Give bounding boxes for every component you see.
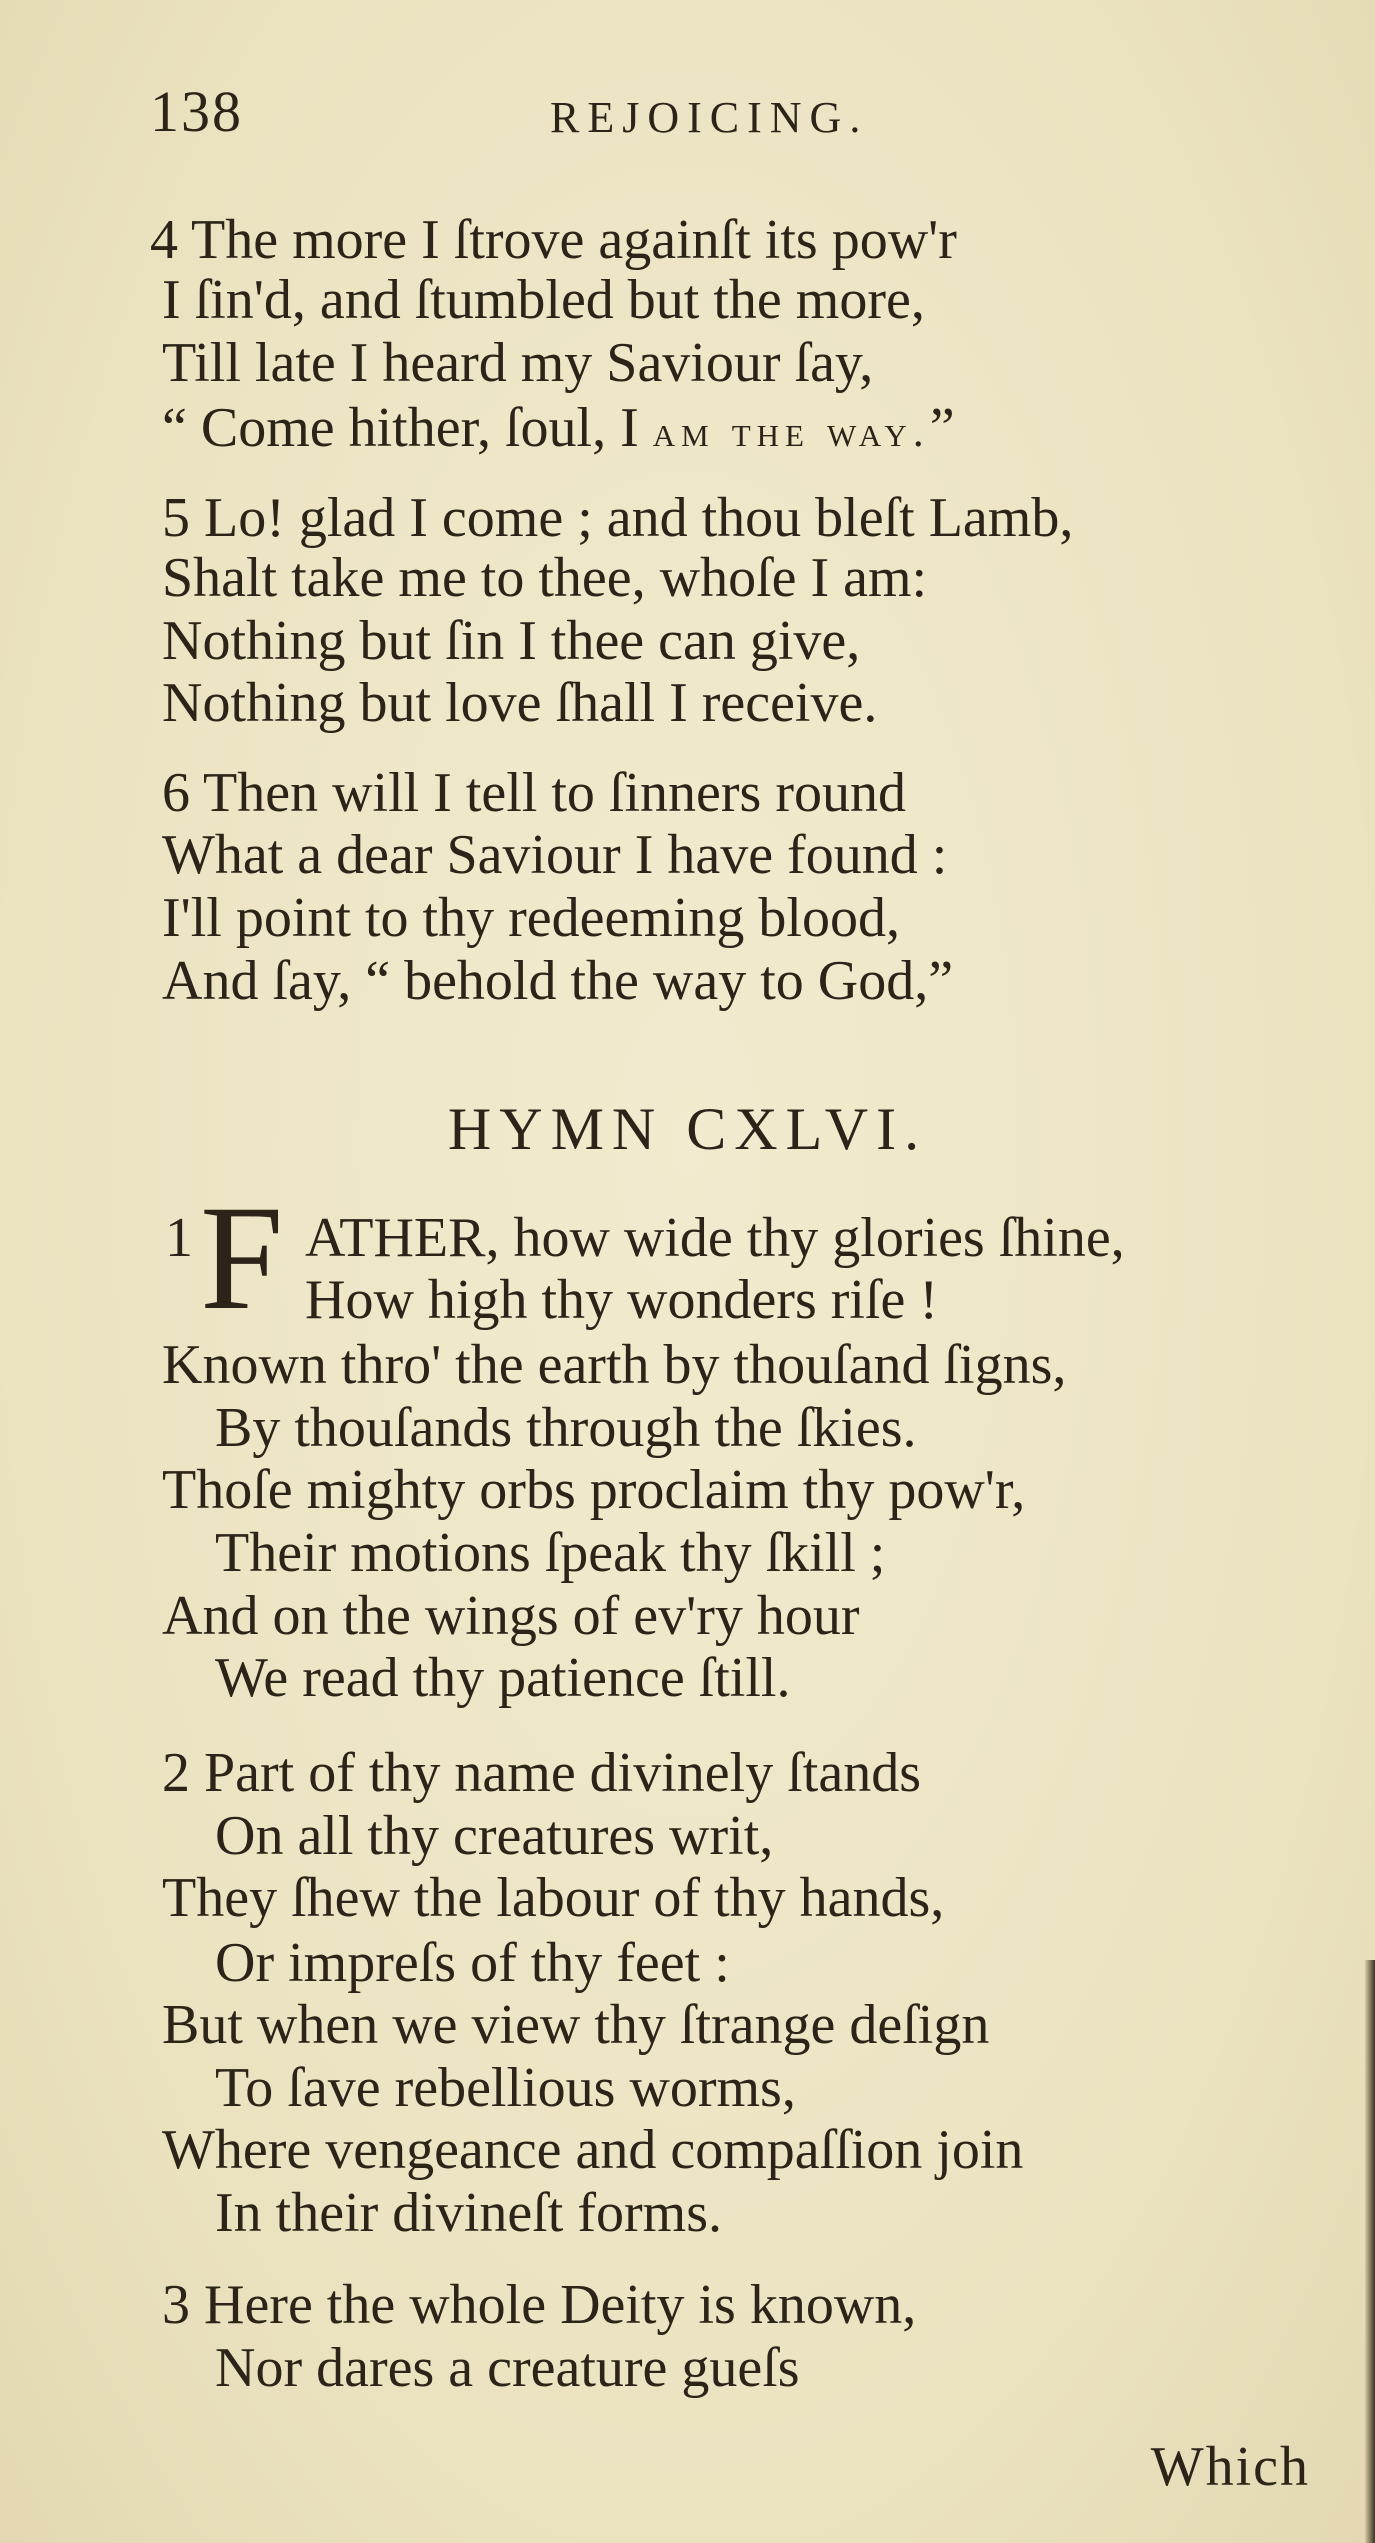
- verse-line: Known thro' the earth by thouſand ſigns,: [162, 1334, 1067, 1396]
- verse-line: And on the wings of ev'ry hour: [162, 1585, 860, 1647]
- stanza-number: 6: [162, 762, 190, 824]
- verse-line: Thoſe mighty orbs proclaim thy pow'r,: [162, 1459, 1026, 1521]
- hymn-title: HYMN CXLVI.: [447, 1096, 928, 1162]
- verse-line: Nothing but love ſhall I receive.: [162, 672, 878, 734]
- verse-line: ATHER, how wide thy glories ſhine,: [305, 1207, 1125, 1269]
- verse-line: But when we view thy ſtrange deſign: [162, 1994, 990, 2056]
- verse-line: Nothing but ſin I thee can give,: [162, 610, 861, 672]
- verse-text: The more I ſtrove againſt its pow'r: [191, 209, 957, 271]
- verse-line: On all thy creatures writ,: [215, 1805, 774, 1867]
- verse-line: Their motions ſpeak thy ſkill ;: [215, 1522, 886, 1584]
- verse-text: Part of thy name divinely ſtands: [204, 1742, 921, 1804]
- page-edge-shadow: [1365, 1960, 1375, 2543]
- verse-line: [162, 397, 955, 459]
- verse-line: Or impreſs of thy feet :: [215, 1932, 730, 1994]
- stanza-line: [150, 209, 957, 271]
- verse-line: I'll point to thy redeeming blood,: [162, 887, 900, 949]
- verse-line: By thouſands through the ſkies.: [215, 1397, 917, 1459]
- verse-text: Lo! glad I come ; and thou bleſt Lamb,: [204, 487, 1074, 549]
- verse-line: And ſay, “ behold the way to God,”: [162, 950, 954, 1012]
- page-header: [150, 78, 1250, 148]
- verse-text: Here the whole Deity is known,: [204, 2274, 917, 2336]
- page-number: 138: [150, 79, 243, 144]
- verse-text: Then will I tell to ſinners round: [203, 762, 906, 824]
- verse-line: We read thy patience ſtill.: [215, 1647, 791, 1709]
- verse-line: What a dear Saviour I have found :: [162, 824, 948, 886]
- verse-line: Nor dares a creature gueſs: [215, 2337, 800, 2399]
- verse-text: “ Come hither, ſoul, I: [162, 397, 653, 459]
- stanza-line: [162, 2274, 917, 2336]
- stanza-number: 1: [165, 1207, 193, 1269]
- verse-line: They ſhew the labour of thy hands,: [162, 1867, 945, 1929]
- verse-line: Shalt take me to thee, whoſe I am:: [162, 547, 928, 609]
- verse-text: ”: [929, 397, 955, 459]
- verse-line: I ſin'd, and ſtumbled but the more,: [162, 269, 925, 331]
- catchword: Which: [1150, 2436, 1310, 2498]
- stanza-number: 5: [162, 487, 190, 549]
- verse-line: Where vengeance and compaſſion join: [162, 2119, 1024, 2181]
- verse-line: How high thy wonders riſe !: [305, 1269, 939, 1331]
- stanza-number: 2: [162, 1742, 190, 1804]
- drop-cap: F: [200, 1175, 284, 1341]
- verse-line: To ſave rebellious worms,: [215, 2057, 796, 2119]
- verse-line: Till late I heard my Saviour ſay,: [162, 332, 874, 394]
- running-head: REJOICING.: [550, 93, 869, 142]
- stanza-line: [162, 487, 1074, 549]
- stanza-line: [162, 1742, 921, 1804]
- stanza-number: 4: [150, 209, 178, 271]
- verse-line: In their divineſt forms.: [215, 2182, 723, 2244]
- stanza-line: [162, 762, 906, 824]
- verse-text-smallcaps: am the way.: [652, 407, 930, 456]
- stanza-number: 3: [162, 2274, 190, 2336]
